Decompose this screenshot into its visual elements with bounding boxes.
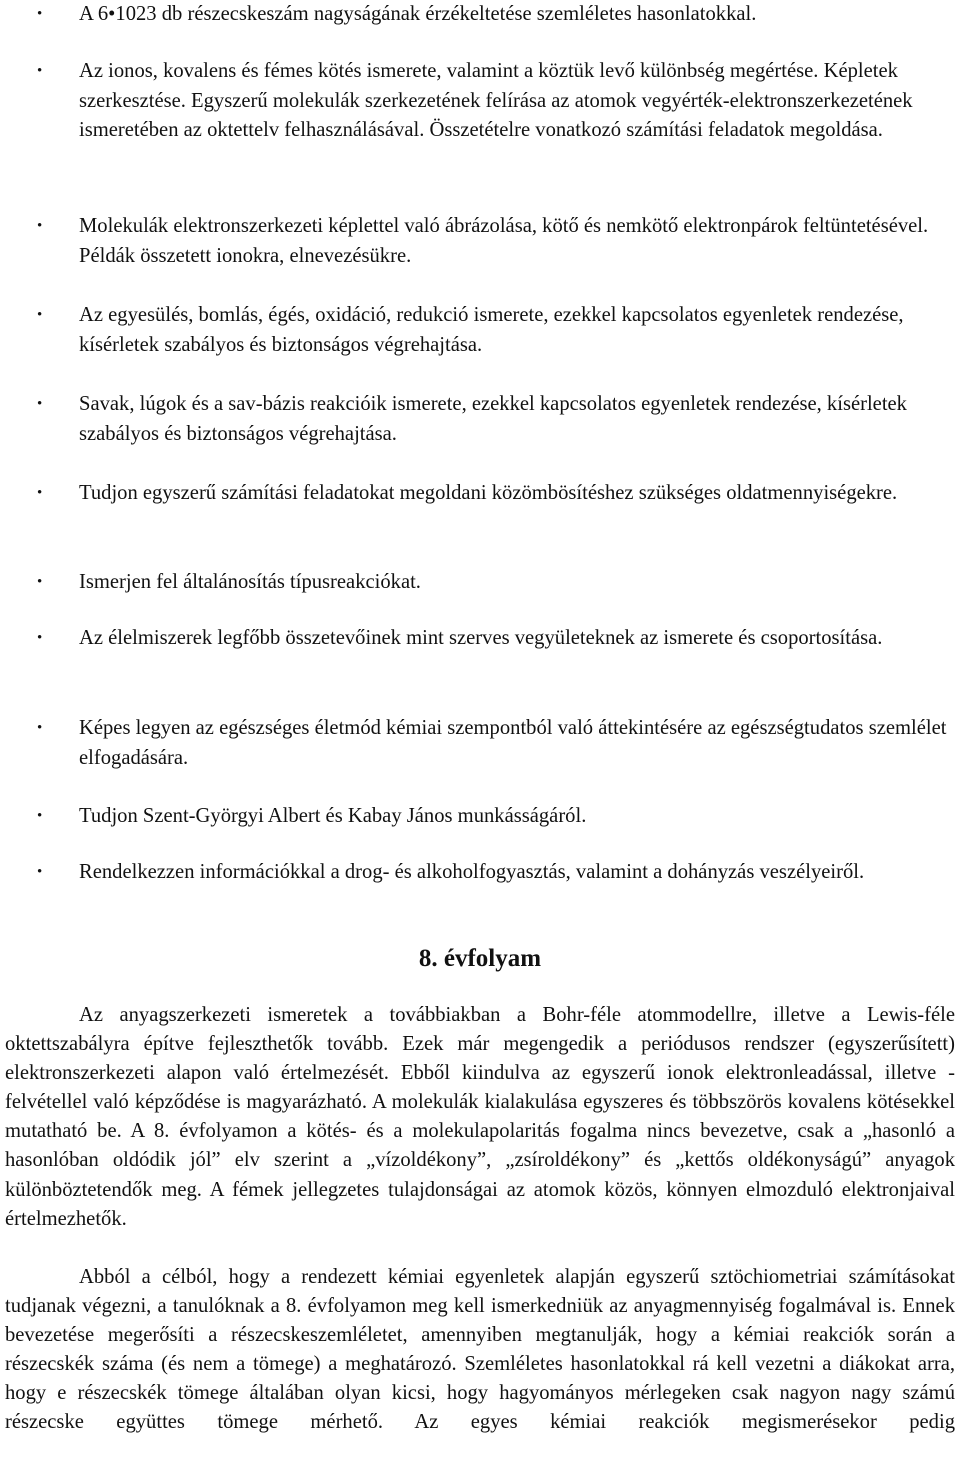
bullet-icon: • bbox=[37, 307, 43, 323]
bullet-icon: • bbox=[37, 864, 43, 880]
list-item-text: Az élelmiszerek legfőbb összetevőinek mint szerves vegyületeknek az ismerete és csoportosítása. bbox=[79, 627, 883, 649]
list-item-text: Molekulák elektronszerkezeti képlettel való ábrázolása, kötő és nemkötő elektronpárok feltüntetésével. Példák összetett ionokra, elnevezésükre. bbox=[79, 215, 929, 267]
list-item bbox=[37, 390, 954, 449]
list-item-text: Savak, lúgok és a sav-bázis reakcióik ismerete, ezekkel kapcsolatos egyenletek rendezése, kísérletek szabályos és biztonságos végrehajtása. bbox=[79, 393, 907, 445]
list-item bbox=[37, 301, 954, 360]
section-heading: 8. évfolyam bbox=[418, 945, 542, 972]
list-item bbox=[37, 714, 954, 773]
list-item bbox=[37, 0, 954, 30]
list-item bbox=[37, 624, 954, 654]
body-paragraph: Abból a célból, hogy a rendezett kémiai egyenletek alapján egyszerű sztöchiometriai számításokat tudjanak végezni, a tanulóknak a 8. évfolyamon meg kell ismerkedniük az anyagmennyiség fogalmával is. Ennek bevezetése megerősíti a részecskeszemléletet, amennyiben megtanulják, hogy a kémiai reakciók során a részecskék száma (és nem a tömege) a meghatározó. Szemléletes hasonlatokkal rá kell vezetni a diákokat arra, hogy e részecskék tömege általában olyan kicsi, hogy hagyományos mérlegeken csak nagyon nagy számú részecske együttes tömege mérhető. Az egyes kémiai reakciók megismerésekor pedig bbox=[5, 1266, 955, 1434]
list-item-text: Az egyesülés, bomlás, égés, oxidáció, redukció ismerete, ezekkel kapcsolatos egyenletek rendezése, kísérletek szabályos és biztonságos végrehajtása. bbox=[79, 304, 904, 356]
list-item-text: Az ionos, kovalens és fémes kötés ismerete, valamint a köztük levő különbség megértése. Képletek szerkesztése. Egyszerű molekulák szerkezetének felírása az atomok vegyérték-elektronszerkezetének ismeretében az oktettelv felhasználásával. Összetételre vonatkozó számítási feladatok megoldása. bbox=[79, 60, 913, 141]
list-item bbox=[37, 802, 954, 832]
list-item bbox=[37, 479, 954, 509]
list-item-text: Tudjon egyszerű számítási feladatokat megoldani közömbösítéshez szükséges oldatmennyiségekre. bbox=[79, 482, 898, 504]
list-item bbox=[37, 858, 954, 888]
list-item bbox=[37, 212, 954, 271]
bullet-icon: • bbox=[37, 720, 43, 736]
list-item-text: Képes legyen az egészséges életmód kémiai szempontból való áttekintésére az egészségtudatos szemlélet elfogadására. bbox=[79, 717, 947, 769]
list-item-text: A 6•1023 db részecskeszám nagyságának érzékeltetése szemléletes hasonlatokkal. bbox=[79, 3, 757, 25]
bullet-icon: • bbox=[37, 396, 43, 412]
body-paragraph: Az anyagszerkezeti ismeretek a továbbiakban a Bohr-féle atommodellre, illetve a Lewis-féle oktettszabályra építve fejleszthetők tovább. Ezek már megengedik a periódusos rendszer (egyszerűsített) elektronszerkezeti alapon való értelmezését. Ebből kiindulva az egyszerű ionok elektronleadással, illetve -felvétellel való képződése is magyarázható. A molekulák kialakulása egyszeres és többszörös kovalens kötésekkel mutatható be. A 8. évfolyamon a kötés- és a molekulapolaritás fogalma nincs bevezetve, csak a „hasonló a hasonlóban oldódik jól” elv szerint a „vízoldékony”, „zsíroldékony” és „kettős oldékonyságú” anyagok különböztetendők meg. A fémek jellegzetes tulajdonságai az atomok közös, könnyen elmozduló elektronjaival értelmezhetők. bbox=[5, 1004, 955, 1230]
bullet-icon: • bbox=[37, 485, 43, 501]
bullet-icon: • bbox=[37, 574, 43, 590]
bullet-icon: • bbox=[37, 630, 43, 646]
bullet-icon: • bbox=[37, 808, 43, 824]
list-item-text: Rendelkezzen információkkal a drog- és alkoholfogyasztás, valamint a dohányzás veszélyeiről. bbox=[79, 861, 865, 883]
bullet-icon: • bbox=[37, 6, 43, 22]
list-item-text: Ismerjen fel általánosítás típusreakciókat. bbox=[79, 571, 421, 593]
list-item-text: Tudjon Szent-Györgyi Albert és Kabay János munkásságáról. bbox=[79, 805, 587, 827]
list-item bbox=[37, 568, 954, 598]
list-item bbox=[37, 57, 954, 146]
bullet-icon: • bbox=[37, 218, 43, 234]
bullet-icon: • bbox=[37, 63, 43, 79]
